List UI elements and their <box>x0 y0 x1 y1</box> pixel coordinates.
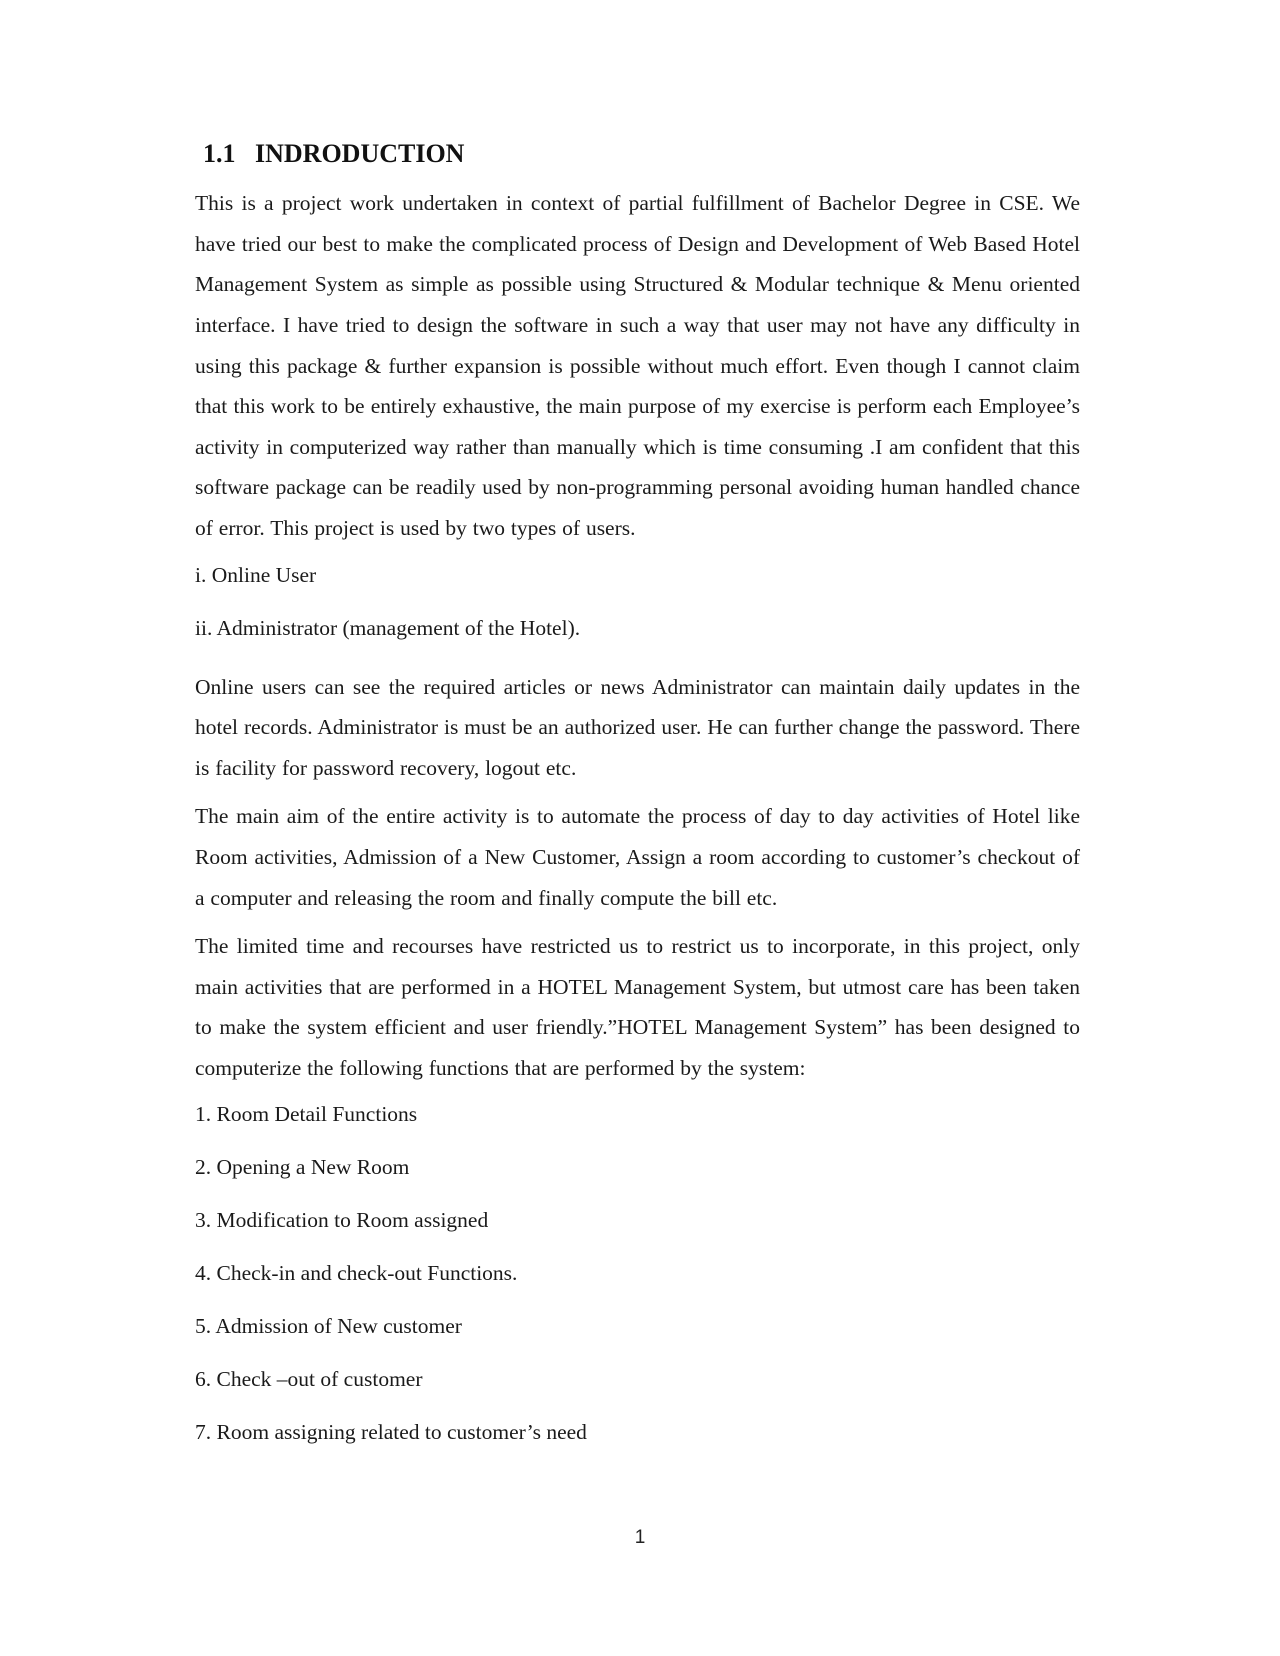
function-list-item: 5. Admission of New customer <box>195 1314 462 1339</box>
page-content <box>195 138 1080 1471</box>
users-description-paragraph: Online users can see the required articles or news Administrator can maintain daily updates in the hotel records. Administrator is must be an authorized user. He can further change the password. There is facility for password recovery, logout etc. <box>195 674 1080 780</box>
function-list-item: 4. Check-in and check-out Functions. <box>195 1261 518 1286</box>
intro-paragraph: This is a project work undertaken in context of partial fulfillment of Bachelor Degree in CSE. We have tried our best to make the complicated process of Design and Development of Web Based Hotel Management System as simple as possible using Structured & Modular technique & Menu oriented interface. I have tried to design the software in such a way that user may not have any difficulty in using this package & further expansion is possible without much effort. Even though I cannot claim that this work to be entirely exhaustive, the main purpose of my exercise is perform each Employee’s activity in computerized way rather than manually which is time consuming .I am confident that this software package can be readily used by non-programming personal avoiding human handled chance of error. This project is used by two types of users. <box>195 191 1080 540</box>
page-number: 1 <box>634 1527 646 1548</box>
section-title: INDRODUCTION <box>255 139 465 168</box>
function-list-item: 1. Room Detail Functions <box>195 1102 418 1127</box>
section-number: 1.1 <box>203 139 236 168</box>
section-heading <box>203 138 1080 169</box>
function-list-item: 2. Opening a New Room <box>195 1155 410 1180</box>
user-type-item: i. Online User <box>195 562 317 587</box>
function-list-item: 3. Modification to Room assigned <box>195 1208 489 1233</box>
function-list-item: 7. Room assigning related to customer’s need <box>195 1420 587 1445</box>
aim-paragraph: The main aim of the entire activity is to automate the process of day to day activities of Hotel like Room activities, Admission of a New Customer, Assign a room according to customer’s checkout of a computer and releasing the room and finally compute the bill etc. <box>195 804 1080 910</box>
function-list-item: 6. Check –out of customer <box>195 1367 423 1392</box>
limits-paragraph: The limited time and recourses have restricted us to restrict us to incorporate, in this project, only main activities that are performed in a HOTEL Management System, but utmost care has been taken to make the system efficient and user friendly.”HOTEL Management System” has been designed to computerize the following functions that are performed by the system: <box>195 934 1080 1080</box>
user-type-item: ii. Administrator (management of the Hotel). <box>195 615 581 640</box>
